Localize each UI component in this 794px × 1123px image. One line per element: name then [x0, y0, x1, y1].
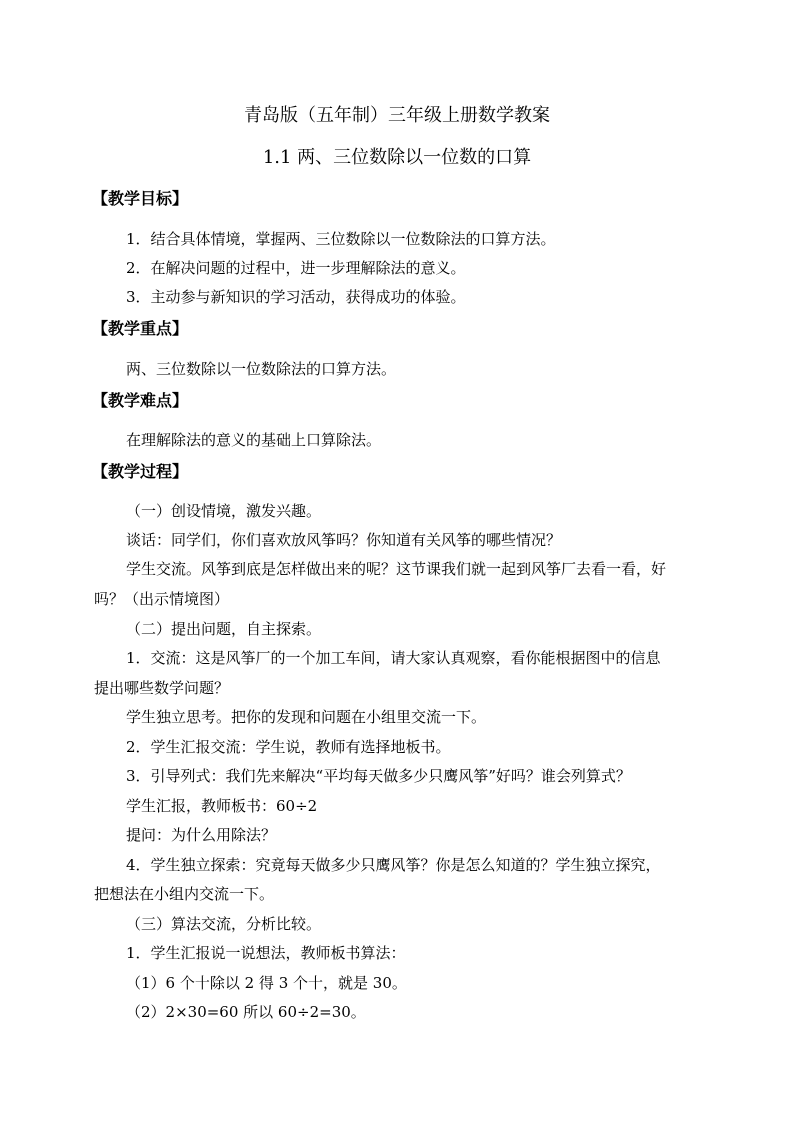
goal-item: 3．主动参与新知识的学习活动，获得成功的体验。 — [126, 288, 466, 306]
process-line: 1．交流：这是风筝厂的一个加工车间，请大家认真观察，看你能根据图中的信息 — [126, 649, 661, 667]
lesson-title: 1.1 两、三位数除以一位数的口算 — [262, 147, 532, 168]
process-line: 谈话：同学们，你们喜欢放风筝吗？你知道有关风筝的哪些情况？ — [126, 531, 562, 549]
process-line: 吗？（出示情境图） — [94, 590, 230, 608]
process-line: 学生交流。风筝到底是怎样做出来的呢？这节课我们就一起到风筝厂去看一看，好 — [126, 560, 667, 578]
goals-heading: 【教学目标】 — [92, 189, 189, 208]
process-line: （2）2×30=60 所以 60÷2=30。 — [126, 1003, 366, 1021]
difficulty-heading: 【教学难点】 — [92, 391, 189, 410]
process-line: （三）算法交流，分析比较。 — [126, 915, 322, 933]
process-heading: 【教学过程】 — [92, 462, 189, 481]
document-title: 青岛版（五年制）三年级上册数学教案 — [244, 105, 550, 126]
goal-item: 1．结合具体情境，掌握两、三位数除以一位数除法的口算方法。 — [126, 230, 556, 248]
process-line: 学生独立思考。把你的发现和问题在小组里交流一下。 — [126, 708, 487, 726]
process-line: 2．学生汇报交流：学生说，教师有选择地板书。 — [126, 738, 451, 756]
process-line: （一）创设情境，激发兴趣。 — [126, 502, 322, 520]
process-line: （二）提出问题，自主探索。 — [126, 620, 322, 638]
process-line: 1．学生汇报说一说想法，教师板书算法： — [126, 944, 406, 962]
difficulty-text: 在理解除法的意义的基础上口算除法。 — [126, 431, 382, 449]
process-line: 学生汇报，教师板书：60÷2 — [126, 797, 318, 815]
process-line: 3．引导列式：我们先来解决“平均每天做多少只鹰风筝”好吗？谁会列算式？ — [126, 767, 631, 785]
process-line: 把想法在小组内交流一下。 — [94, 885, 275, 903]
key-text: 两、三位数除以一位数除法的口算方法。 — [126, 360, 397, 378]
goal-item: 2．在解决问题的过程中，进一步理解除法的意义。 — [126, 259, 466, 277]
process-line: 4．学生独立探索：究竟每天做多少只鹰风筝？你是怎么知道的？学生独立探究， — [126, 856, 661, 874]
process-line: 提出哪些数学问题？ — [94, 679, 230, 697]
key-heading: 【教学重点】 — [92, 319, 189, 338]
process-line: （1）6 个十除以 2 得 3 个十，就是 30。 — [126, 974, 407, 992]
process-line: 提问：为什么用除法？ — [126, 826, 277, 844]
